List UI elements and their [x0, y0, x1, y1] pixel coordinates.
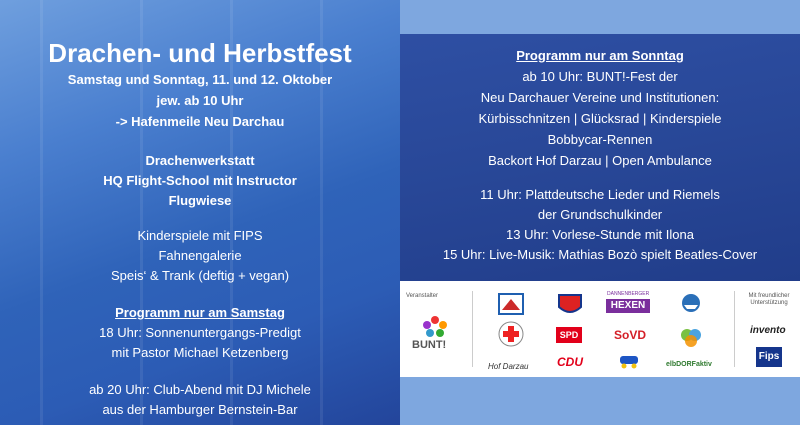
- event-time: jew. ab 10 Uhr: [156, 93, 244, 108]
- program-item: Neu Darchauer Vereine und Institutionen:: [480, 90, 720, 105]
- invento-logo: invento: [750, 325, 786, 336]
- feature-item: Drachenwerkstatt: [145, 153, 255, 168]
- divider: [734, 291, 735, 367]
- bunt-flower-icon: [422, 315, 448, 337]
- sunday-program-panel: [400, 34, 800, 281]
- program-item: aus der Hamburger Bernstein-Bar: [102, 402, 298, 417]
- sports-club-shield-icon: [557, 293, 583, 317]
- event-location: -> Hafenmeile Neu Darchau: [115, 114, 285, 129]
- program-item: 13 Uhr: Vorlese-Stunde mit Ilona: [506, 227, 694, 242]
- fips-logo: Fips: [756, 347, 782, 367]
- program-item: mit Pastor Michael Ketzenberg: [111, 345, 289, 360]
- bunt-label: BUNT!: [412, 339, 447, 351]
- divider: [472, 291, 473, 367]
- saturday-program-heading: Programm nur am Samstag: [115, 305, 285, 320]
- hexen-logo: HEXEN: [606, 299, 650, 313]
- ferry-crest-icon: [679, 293, 703, 313]
- elbdorfaktiv-label: elbDORFaktiv: [666, 361, 712, 368]
- program-item: Kürbisschnitzen | Glücksrad | Kinderspiele: [478, 111, 722, 126]
- program-item: 11 Uhr: Plattdeutsche Lieder und Riemels: [480, 187, 720, 202]
- red-cross-icon: [498, 321, 524, 347]
- program-item: ab 20 Uhr: Club-Abend mit DJ Michele: [89, 382, 311, 397]
- program-item: 18 Uhr: Sonnenuntergangs-Predigt: [99, 325, 301, 340]
- feature-item: Flugwiese: [168, 193, 232, 208]
- program-item: ab 10 Uhr: BUNT!-Fest der: [522, 69, 678, 84]
- feature-item: Kinderspiele mit FIPS: [137, 228, 263, 243]
- sovd-logo: SoVD: [614, 328, 647, 342]
- program-item: Backort Hof Darzau | Open Ambulance: [488, 153, 712, 168]
- hexen-top-label: DANNENBERGER: [607, 291, 650, 297]
- event-dates: Samstag und Sonntag, 11. und 12. Oktober: [67, 72, 333, 87]
- feature-item: Fahnengalerie: [158, 248, 242, 263]
- feature-item: Speis‘ & Trank (deftig + vegan): [110, 268, 290, 283]
- program-item: 15 Uhr: Live-Musik: Mathias Bozò spielt Beatles-Cover: [442, 247, 758, 262]
- program-item: der Grundschulkinder: [537, 207, 663, 222]
- colored-circles-icon: [679, 327, 703, 349]
- event-title: Drachen- und Herbstfest: [48, 38, 352, 68]
- bunt-logo: [422, 315, 448, 342]
- village-crest-icon: [498, 293, 524, 315]
- feature-item: HQ Flight-School mit Instructor: [103, 173, 297, 188]
- sponsor-logos-bar: [400, 281, 800, 377]
- cdu-logo: CDU: [552, 355, 588, 369]
- hof-darzau-label: Hof Darzau: [488, 362, 529, 371]
- organizer-label: Veranstalter: [406, 293, 439, 299]
- sunday-program-heading: Programm nur am Sonntag: [516, 48, 684, 63]
- spd-logo: SPD: [556, 327, 582, 343]
- support-label: Mit freundlicher Unterstützung: [748, 293, 790, 306]
- program-item: Bobbycar-Rennen: [547, 132, 653, 147]
- bobbycar-icon: [618, 353, 640, 369]
